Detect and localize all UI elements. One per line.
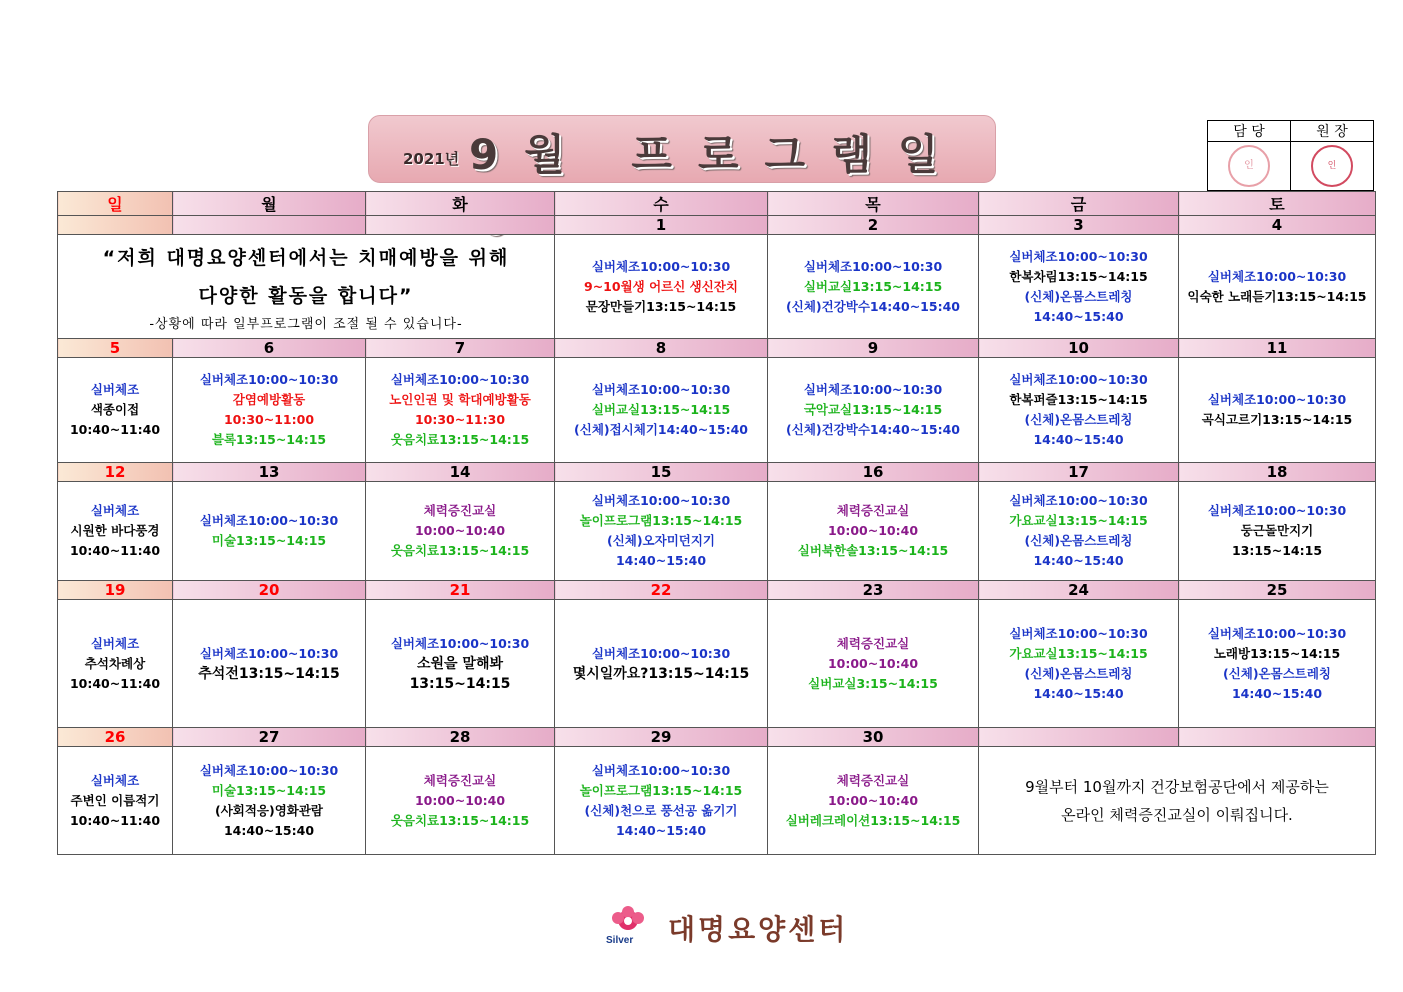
event-text: 미술13:15~14:15 <box>211 533 327 548</box>
event-text: 14:40~15:40 <box>1033 553 1124 568</box>
date-row <box>58 581 1376 600</box>
event-text: 실버체조10:00~10:30 <box>199 513 339 528</box>
event-text: 실버체조10:00~10:30 <box>390 372 530 387</box>
weekday-header: 목 <box>768 192 979 216</box>
day-cell <box>366 747 555 855</box>
date-number: 13 <box>173 463 366 482</box>
event-text: 실버체조 <box>90 772 140 788</box>
day-cell <box>1179 358 1376 463</box>
event-text: 실버체조10:00~10:30 <box>803 258 943 274</box>
day-cell <box>768 600 979 728</box>
date-number: 17 <box>979 463 1179 482</box>
weekday-header: 월 <box>173 192 366 216</box>
weekday-header: 금 <box>979 192 1179 216</box>
event-text: 국악교실13:15~14:15 <box>803 402 943 417</box>
event-text: 곡식고르기13:15~14:15 <box>1201 412 1353 427</box>
event-text: 색종이접 <box>90 402 140 417</box>
event-text: 실버체조10:00~10:30 <box>591 258 731 274</box>
event-text: 10:40~11:40 <box>69 422 161 437</box>
day-cell <box>173 600 366 728</box>
event-text: (신체)온몸스트레칭 <box>1024 665 1133 681</box>
calendar-table <box>57 191 1376 855</box>
event-text: (신체)건강박수14:40~15:40 <box>786 422 960 437</box>
events-row <box>58 482 1376 581</box>
event-text: 실버체조10:00~10:30 <box>1009 493 1148 508</box>
seal-stamp-icon: 인 <box>1311 145 1353 187</box>
day-cell <box>768 358 979 463</box>
event-text: 10:00~10:40 <box>827 792 919 808</box>
day-cell <box>1179 482 1376 581</box>
event-text: 놀이프로그램13:15~14:15 <box>579 513 743 528</box>
event-text: 실버체조10:00~10:30 <box>591 493 731 508</box>
event-text: 웃음치료13:15~14:15 <box>390 812 530 828</box>
day-cell <box>979 482 1179 581</box>
event-text: 실버체조 <box>90 635 140 651</box>
weekday-header: 수 <box>555 192 768 216</box>
event-text: 시원한 바다풍경 <box>70 523 160 538</box>
weekday-header: 일 <box>58 192 173 216</box>
day-cell <box>366 600 555 728</box>
date-number: 19 <box>58 581 173 600</box>
day-cell <box>58 482 173 581</box>
bottom-note-text: 9월부터 10월까지 건강보험공단에서 제공하는 <box>1025 777 1329 796</box>
date-number <box>1179 728 1376 747</box>
weekday-header: 토 <box>1179 192 1376 216</box>
day-cell <box>555 235 768 339</box>
date-number <box>58 216 173 235</box>
day-cell <box>173 747 366 855</box>
event-text: 10:30~11:00 <box>223 412 315 427</box>
day-cell <box>58 747 173 855</box>
day-cell <box>768 747 979 855</box>
event-text: 실버체조10:00~10:30 <box>199 762 339 778</box>
event-text: 실버체조10:00~10:30 <box>591 382 731 397</box>
flower-logo-icon <box>604 906 656 946</box>
event-text: 추석차례상 <box>84 655 146 671</box>
date-number <box>366 216 555 235</box>
event-text: 실버교실13:15~14:15 <box>591 402 731 417</box>
event-text: 10:00~10:40 <box>827 655 919 671</box>
event-text: 주변인 이름적기 <box>70 792 160 808</box>
event-text: 체력증진교실 <box>836 772 910 788</box>
weekday-header: 화 <box>366 192 555 216</box>
day-cell <box>58 358 173 463</box>
date-row <box>58 339 1376 358</box>
bottom-note-text: 온라인 체력증진교실이 이뤄집니다. <box>1061 805 1293 824</box>
date-number: 25 <box>1179 581 1376 600</box>
event-text: 실버교실3:15~14:15 <box>808 675 938 691</box>
date-number: 26 <box>58 728 173 747</box>
event-text: 10:40~11:40 <box>69 543 161 558</box>
day-cell <box>366 482 555 581</box>
approval-stamp-manager <box>1208 142 1291 191</box>
logo-text: Silver <box>606 935 634 946</box>
date-number: 1 <box>555 216 768 235</box>
notice-subtext: -상황에 따라 일부프로그램이 조절 될 수 있습니다- <box>149 316 463 332</box>
page-title: 9월 프로그램일 <box>469 130 965 179</box>
date-row <box>58 216 1376 235</box>
notice-text: 다양한 활동을 합니다” <box>198 284 414 307</box>
event-text: 9~10월생 어르신 생신잔치 <box>584 278 738 294</box>
day-cell <box>768 235 979 339</box>
date-number: 8 <box>555 339 768 358</box>
day-cell <box>173 482 366 581</box>
event-text: 14:40~15:40 <box>615 822 707 838</box>
event-text: 놀이프로그램13:15~14:15 <box>579 782 743 798</box>
event-text: (사회적응)영화관람 <box>214 802 324 818</box>
date-number: 14 <box>366 463 555 482</box>
day-cell <box>768 482 979 581</box>
event-text: 실버북한솔13:15~14:15 <box>797 543 949 558</box>
event-text: 추석전13:15~14:15 <box>198 665 340 682</box>
day-cell <box>173 358 366 463</box>
event-text: 14:40~15:40 <box>615 553 707 568</box>
date-number: 3 <box>979 216 1179 235</box>
title-banner <box>368 115 996 183</box>
date-number: 2 <box>768 216 979 235</box>
date-number: 10 <box>979 339 1179 358</box>
day-cell <box>58 600 173 728</box>
event-text: 웃음치료13:15~14:15 <box>390 543 530 558</box>
event-text: 14:40~15:40 <box>1033 308 1124 324</box>
footer-logo <box>604 906 656 950</box>
event-text: 체력증진교실 <box>836 503 910 518</box>
event-text: 실버체조10:00~10:30 <box>1207 392 1347 407</box>
event-text: 10:40~11:40 <box>69 812 161 828</box>
date-number: 30 <box>768 728 979 747</box>
event-text: 가요교실13:15~14:15 <box>1009 645 1148 661</box>
approval-stamp-director <box>1291 142 1374 191</box>
day-cell <box>555 747 768 855</box>
event-text: (신체)천으로 풍선공 옮기기 <box>584 802 738 818</box>
notice-cell <box>58 235 555 339</box>
event-text: 10:30~11:30 <box>414 412 506 427</box>
date-number: 24 <box>979 581 1179 600</box>
date-number: 21 <box>366 581 555 600</box>
weekday-header-row <box>58 192 1376 216</box>
event-text: 체력증진교실 <box>423 772 497 788</box>
event-text: 한복차림13:15~14:15 <box>1009 268 1148 284</box>
event-text: 실버체조10:00~10:30 <box>199 372 339 387</box>
event-text: 한복퍼즐13:15~14:15 <box>1009 392 1148 407</box>
event-text: 소원을 말해봐13:15~14:15 <box>409 655 511 692</box>
day-cell <box>979 358 1179 463</box>
date-number: 6 <box>173 339 366 358</box>
event-text: 체력증진교실 <box>423 503 497 518</box>
event-text: 14:40~15:40 <box>1033 685 1124 701</box>
event-text: 10:00~10:40 <box>827 523 919 538</box>
date-number: 29 <box>555 728 768 747</box>
event-text: 미술13:15~14:15 <box>211 782 327 798</box>
event-text: 익숙한 노래듣기13:15~14:15 <box>1187 288 1367 304</box>
date-number: 18 <box>1179 463 1376 482</box>
events-row <box>58 358 1376 463</box>
event-text: 실버체조 <box>90 503 140 518</box>
date-number: 11 <box>1179 339 1376 358</box>
day-cell <box>979 600 1179 728</box>
title-year: 2021년 <box>403 150 460 168</box>
event-text: 몇시일까요?13:15~14:15 <box>572 665 750 682</box>
date-row <box>58 463 1376 482</box>
date-number: 4 <box>1179 216 1376 235</box>
date-number: 5 <box>58 339 173 358</box>
event-text: 실버체조10:00~10:30 <box>1009 625 1148 641</box>
date-number: 7 <box>366 339 555 358</box>
event-text: 10:40~11:40 <box>69 675 161 691</box>
event-text: 실버체조10:00~10:30 <box>591 645 731 661</box>
event-text: 실버체조10:00~10:30 <box>1207 268 1347 284</box>
day-cell <box>555 358 768 463</box>
date-number: 28 <box>366 728 555 747</box>
approval-label-director: 원 장 <box>1291 121 1374 142</box>
event-text: 실버체조10:00~10:30 <box>591 762 731 778</box>
event-text: 실버교실13:15~14:15 <box>803 278 943 294</box>
date-number: 15 <box>555 463 768 482</box>
event-text: 실버체조10:00~10:30 <box>1009 372 1148 387</box>
event-text: (신체)온몸스트레칭 <box>1024 533 1133 548</box>
date-number: 12 <box>58 463 173 482</box>
day-cell <box>1179 600 1376 728</box>
event-text: 10:00~10:40 <box>414 792 506 808</box>
date-row <box>58 728 1376 747</box>
event-text: 14:40~15:40 <box>1231 685 1323 701</box>
day-cell <box>555 482 768 581</box>
approval-box <box>1207 120 1374 191</box>
event-text: 10:00~10:40 <box>414 523 506 538</box>
event-text: (신체)온몸스트레칭 <box>1222 665 1332 681</box>
event-text: 14:40~15:40 <box>223 822 315 838</box>
event-text: 실버체조10:00~10:30 <box>199 645 339 661</box>
event-text: 실버체조10:00~10:30 <box>1207 503 1347 518</box>
event-text: (신체)오자미던지기 <box>606 533 716 548</box>
day-cell <box>366 358 555 463</box>
date-number <box>173 216 366 235</box>
event-text: 노인인권 및 학대예방활동 <box>389 392 531 407</box>
notice-text: “저희 대명요양센터에서는 치매예방을 위해 <box>102 246 510 269</box>
event-text: 문장만들기13:15~14:15 <box>585 298 737 314</box>
event-text: 감염예방활동 <box>232 392 306 407</box>
date-number <box>979 728 1179 747</box>
event-text: (신체)온몸스트레칭 <box>1024 288 1133 304</box>
date-number: 16 <box>768 463 979 482</box>
events-row <box>58 600 1376 728</box>
day-cell <box>979 235 1179 339</box>
event-text: 블록13:15~14:15 <box>211 432 327 447</box>
event-text: (신체)온몸스트레칭 <box>1024 412 1133 427</box>
event-text: 웃음치료13:15~14:15 <box>390 432 530 447</box>
events-row <box>58 747 1376 855</box>
date-number: 9 <box>768 339 979 358</box>
event-text: 14:40~15:40 <box>1033 432 1124 447</box>
event-text: 실버체조 <box>90 382 140 397</box>
event-text: 둥근돌만지기 <box>1240 523 1314 538</box>
approval-label-manager: 담 당 <box>1208 121 1291 142</box>
event-text: 실버레크레이션13:15~14:15 <box>785 812 961 828</box>
event-text: 실버체조10:00~10:30 <box>390 635 530 651</box>
day-cell <box>555 600 768 728</box>
center-name: 대명요양센터 <box>668 913 849 946</box>
seal-stamp-icon: 인 <box>1228 145 1270 187</box>
date-number: 27 <box>173 728 366 747</box>
event-text: 실버체조10:00~10:30 <box>803 382 943 397</box>
date-number: 20 <box>173 581 366 600</box>
event-text: 13:15~14:15 <box>1231 543 1323 558</box>
event-text: (신체)접시체기14:40~15:40 <box>574 422 748 437</box>
date-number: 22 <box>555 581 768 600</box>
event-text: 노래방13:15~14:15 <box>1213 645 1341 661</box>
bottom-note-cell <box>979 747 1376 855</box>
event-text: 실버체조10:00~10:30 <box>1207 625 1347 641</box>
event-text: 실버체조10:00~10:30 <box>1009 248 1148 264</box>
date-number: 23 <box>768 581 979 600</box>
event-text: 체력증진교실 <box>836 635 910 651</box>
event-text: (신체)건강박수14:40~15:40 <box>786 298 960 314</box>
day-cell <box>1179 235 1376 339</box>
events-row <box>58 235 1376 339</box>
event-text: 가요교실13:15~14:15 <box>1009 513 1148 528</box>
